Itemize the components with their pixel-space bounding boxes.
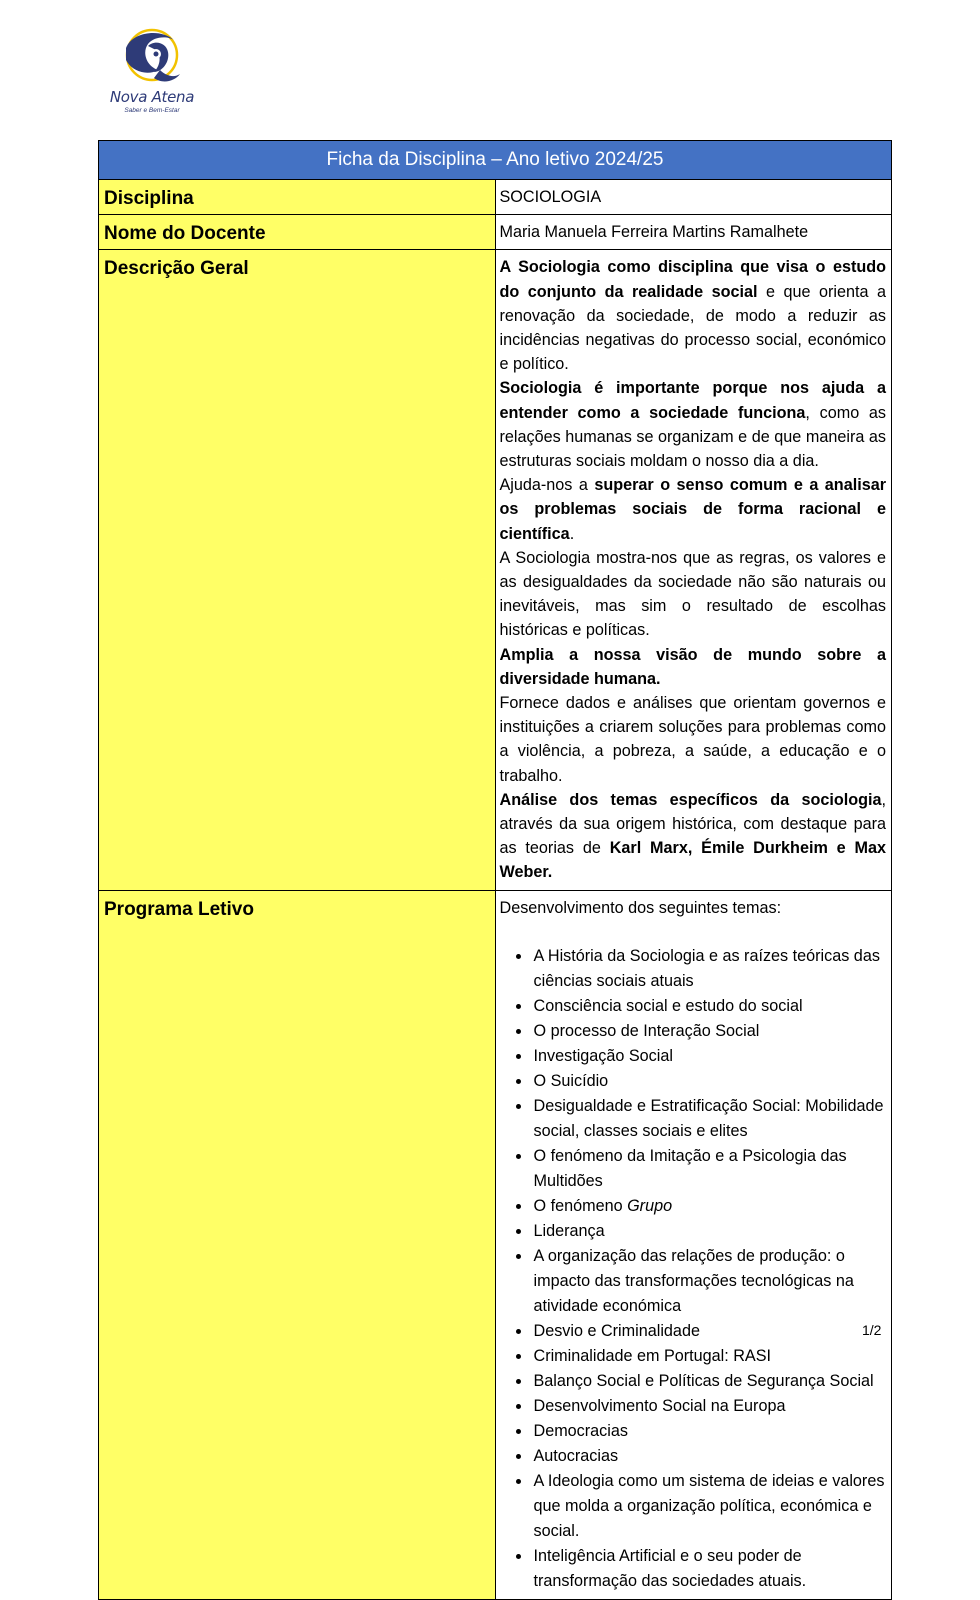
topic-item: • A Ideologia como um sistema de ideias e valores que molda a organização política, económica e social. — [532, 1469, 887, 1544]
descricao-bold: Sociologia é importante porque nos ajuda a entender como a sociedade funciona — [499, 379, 886, 422]
sheet-title: Ficha da Disciplina – Ano letivo 2024/25 — [99, 141, 892, 180]
value-programa — [495, 890, 892, 1599]
topic-item: • Criminalidade em Portugal: RASI — [532, 1344, 887, 1369]
topic-item: • Democracias — [532, 1419, 887, 1444]
descricao-bold: A Sociologia como disciplina que visa o estudo do conjunto da realidade social — [499, 258, 886, 301]
descricao-bold: superar o senso comum e a analisar os problemas sociais de forma racional e científica — [499, 476, 886, 543]
topic-text: O fenómeno — [533, 1196, 628, 1215]
topic-item: • Investigação Social — [532, 1044, 887, 1069]
descricao-paragraph — [500, 376, 887, 473]
topic-item: • Desenvolvimento Social na Europa — [532, 1394, 887, 1419]
value-descricao — [495, 250, 892, 890]
topic-item: • O Suicídio — [532, 1069, 887, 1094]
label-disciplina: Disciplina — [99, 180, 496, 215]
descricao-paragraph — [500, 255, 887, 376]
descricao-paragraph — [500, 546, 887, 643]
topic-italic: Grupo — [627, 1196, 673, 1215]
topic-item: • Liderança — [532, 1219, 887, 1244]
value-docente: Maria Manuela Ferreira Martins Ramalhete — [495, 215, 892, 250]
sheet-header-row — [99, 141, 892, 180]
descricao-text: , como as relações humanas se organizam e de que maneira as estruturas sociais moldam o nosso dia a dia. — [499, 403, 886, 471]
descricao-text: e que orienta a renovação da sociedade, de modo a reduzir as incidências negativas do processo social, económico e político. — [499, 282, 886, 374]
topic-item: • Balanço Social e Políticas de Segurança Social — [532, 1369, 887, 1394]
topic-item: • O fenómeno da Imitação e a Psicologia das Multidões — [532, 1144, 887, 1194]
topic-item: • Autocracias — [532, 1444, 887, 1469]
row-programa — [99, 890, 892, 1599]
row-disciplina — [99, 180, 892, 215]
programa-intro: Desenvolvimento dos seguintes temas: — [499, 898, 782, 917]
brand-tagline: Saber e Bem-Estar — [124, 107, 180, 114]
page-number: 1/2 — [862, 1322, 882, 1338]
descricao-bold: Karl Marx, Émile Durkheim e Max Weber. — [499, 839, 886, 882]
topic-item: • A História da Sociologia e as raízes teóricas das ciências sociais atuais — [532, 944, 887, 994]
owl-logo-icon — [114, 26, 190, 88]
descricao-paragraph — [500, 473, 887, 546]
row-descricao — [99, 250, 892, 890]
row-docente — [99, 215, 892, 250]
brand-name: Nova Atena — [109, 88, 195, 106]
value-disciplina: SOCIOLOGIA — [495, 180, 892, 215]
topic-item: • Desvio e Criminalidade — [532, 1319, 887, 1344]
label-docente: Nome do Docente — [99, 215, 496, 250]
descricao-text: . — [569, 524, 575, 543]
descricao-paragraph — [500, 691, 887, 788]
topics-list — [500, 944, 887, 1594]
topic-item: • Desigualdade e Estratificação Social: Mobilidade social, classes sociais e elites — [532, 1094, 887, 1144]
descricao-bold: Amplia a nossa visão de mundo sobre a diversidade humana. — [499, 645, 886, 688]
descricao-text: Fornece dados e análises que orientam governos e instituições a criarem soluções para problemas como a violência, a pobreza, a saúde, a educação e o trabalho. — [499, 694, 886, 785]
descricao-paragraph — [500, 643, 887, 691]
logo — [100, 26, 210, 118]
topic-item-grupo — [532, 1194, 887, 1219]
descricao-paragraph — [500, 788, 887, 885]
descricao-bold: Análise dos temas específicos da sociologia — [499, 790, 882, 809]
label-descricao: Descrição Geral — [99, 250, 496, 890]
label-programa: Programa Letivo — [99, 890, 496, 1599]
descricao-text: Ajuda-nos a — [499, 476, 595, 495]
discipline-sheet — [98, 140, 892, 1600]
descricao-text: , através da sua origem histórica, com destaque para as teorias de — [499, 790, 886, 858]
topic-item: • Consciência social e estudo do social — [532, 994, 887, 1019]
descricao-text: A Sociologia mostra-nos que as regras, os valores e as desigualdades da sociedade não são naturais ou inevitáveis, mas sim o resultado de escolhas históricas e políticas. — [499, 548, 886, 640]
topic-item: • Inteligência Artificial e o seu poder de transformação das sociedades atuais. — [532, 1544, 887, 1594]
topic-item: • A organização das relações de produção: o impacto das transformações tecnológicas na atividade económica — [532, 1244, 887, 1319]
topic-item: • O processo de Interação Social — [532, 1019, 887, 1044]
